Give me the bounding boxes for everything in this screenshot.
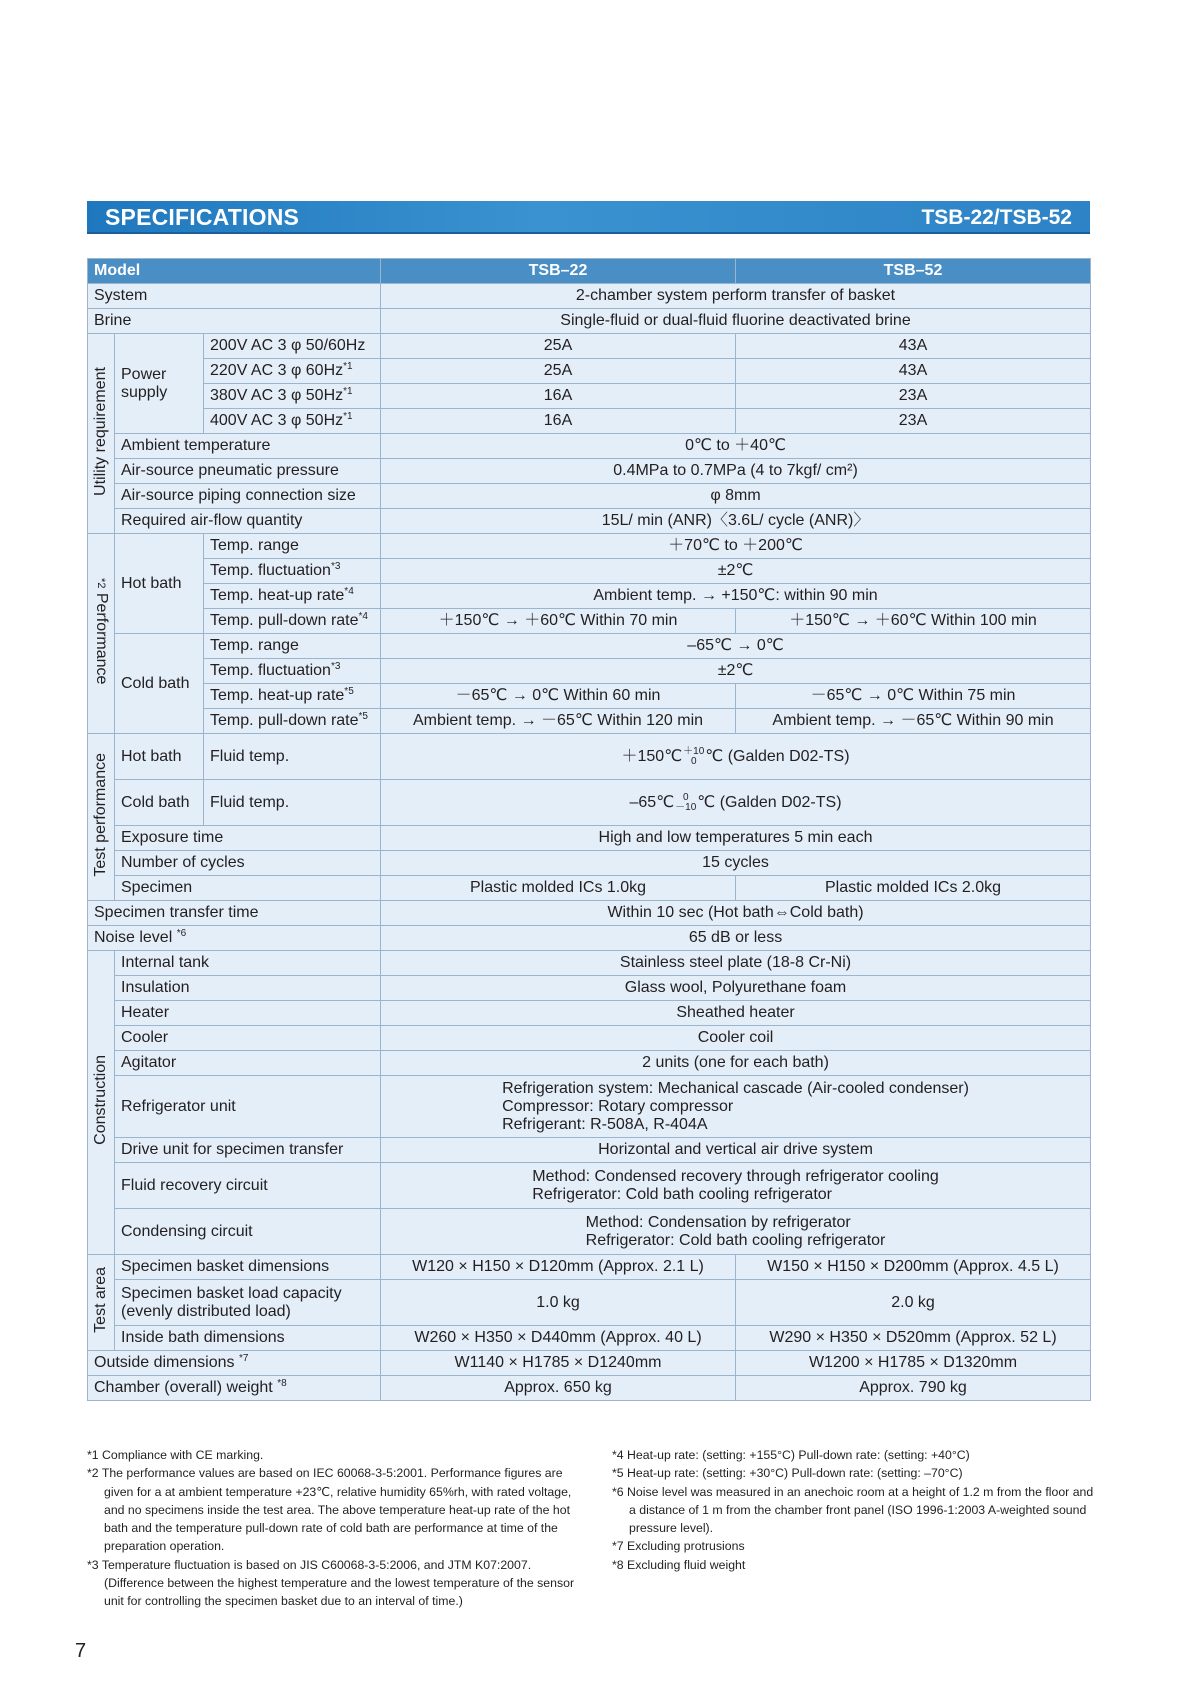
cold-bath-label: Cold bath bbox=[115, 634, 204, 734]
cell-tsb52: Approx. 790 kg bbox=[736, 1376, 1091, 1401]
table-row bbox=[88, 1376, 1091, 1401]
row-label: Refrigerator unit bbox=[115, 1076, 381, 1138]
row-value: Ambient temp. → +150℃: within 90 min bbox=[381, 584, 1091, 609]
table-row bbox=[88, 1076, 1091, 1138]
table-row bbox=[88, 1351, 1091, 1376]
power-spec: 200V AC 3 φ 50/60Hz bbox=[204, 334, 381, 359]
cell-tsb52: W150 × H150 × D200mm (Approx. 4.5 L) bbox=[736, 1255, 1091, 1280]
footnote: *6 Noise level was measured in an anechoic room at a height of 1.2 m from the floor and a distance of 1 m from the chamber front panel (ISO 1996-1:2003 A-weighted sound pressure level). bbox=[612, 1484, 1094, 1536]
row-value: Single-fluid or dual-fluid fluorine deactivated brine bbox=[381, 309, 1091, 334]
row-label: Condensing circuit bbox=[115, 1209, 381, 1255]
table-row bbox=[88, 384, 1091, 409]
row-value: 2 units (one for each bath) bbox=[381, 1051, 1091, 1076]
table-row bbox=[88, 359, 1091, 384]
table-row bbox=[88, 434, 1091, 459]
footnote: *8 Excluding fluid weight bbox=[612, 1557, 746, 1572]
table-row bbox=[88, 284, 1091, 309]
footnote: *2 The performance values are based on IEC 60068-3-5:2001. Performance figures are given for a at ambient temperature +23℃, relative humidity 65%rh, with rated voltage, and no specimens inside the test area. The above temperature heat-up rate of the hot bath and the temperature pull-down rate of cold bath are performance at time of the preparation operation. bbox=[87, 1466, 572, 1554]
table-row bbox=[88, 1026, 1091, 1051]
group-test-performance: Test performance bbox=[88, 734, 115, 901]
hot-bath-label: Hot bath bbox=[115, 734, 204, 780]
cell-tsb52: Plastic molded ICs 2.0kg bbox=[736, 876, 1091, 901]
table-row bbox=[88, 1209, 1091, 1255]
cell-tsb22: ＋150℃ → ＋60℃ Within 70 min bbox=[381, 609, 736, 634]
cell-tsb52: 2.0 kg bbox=[736, 1280, 1091, 1326]
table-row bbox=[88, 409, 1091, 434]
header-tsb22: TSB–22 bbox=[381, 259, 736, 284]
row-label: Drive unit for specimen transfer bbox=[115, 1138, 381, 1163]
row-label: Heater bbox=[115, 1001, 381, 1026]
table-row bbox=[88, 951, 1091, 976]
cell-tsb22: Ambient temp. → －65℃ Within 120 min bbox=[381, 709, 736, 734]
section-title: SPECIFICATIONS bbox=[105, 204, 300, 230]
row-label: Outside dimensions $^{*7}$ bbox=[88, 1351, 381, 1376]
cell-tsb22: Approx. 650 kg bbox=[381, 1376, 736, 1401]
table-row bbox=[88, 851, 1091, 876]
table-header-row bbox=[88, 259, 1091, 284]
row-label: Insulation bbox=[115, 976, 381, 1001]
power-spec: 400V AC 3 φ 50Hz$^{*1}$ bbox=[204, 409, 381, 434]
table-row bbox=[88, 684, 1091, 709]
row-label: Chamber (overall) weight $^{*8}$ bbox=[88, 1376, 381, 1401]
model-names: TSB-22/TSB-52 bbox=[921, 205, 1072, 229]
row-label: Exposure time bbox=[115, 826, 381, 851]
row-value: Stainless steel plate (18-8 Cr-Ni) bbox=[381, 951, 1091, 976]
power-supply-label: Power supply bbox=[115, 334, 204, 434]
row-value: Sheathed heater bbox=[381, 1001, 1091, 1026]
footnote: *3 Temperature fluctuation is based on JIS C60068-3-5:2006, and JTM K07:2007. (Difference between the highest temperature and the lowest temperature of the sensor unit for controlling the specimen basket due to an interval of time.) bbox=[87, 1557, 575, 1609]
cell-tsb22: －65℃ → 0℃ Within 60 min bbox=[381, 684, 736, 709]
row-value: ＋70℃ to ＋200℃ bbox=[381, 534, 1091, 559]
footnote: *7 Excluding protrusions bbox=[612, 1539, 745, 1554]
hot-bath-label: Hot bath bbox=[115, 534, 204, 634]
table-row bbox=[88, 780, 1091, 826]
cell-tsb22: 25A bbox=[381, 334, 736, 359]
sub-label: Temp. fluctuation$^{*3}$ bbox=[204, 659, 381, 684]
footnote: *4 Heat-up rate: (setting: +155°C) Pull-down rate: (setting: +40°C) bbox=[612, 1448, 970, 1462]
group-utility: Utility requirement bbox=[88, 334, 115, 534]
row-value: φ 8mm bbox=[381, 484, 1091, 509]
table-row bbox=[88, 876, 1091, 901]
sub-label: Fluid temp. bbox=[204, 734, 381, 780]
row-label: Air-source piping connection size bbox=[115, 484, 381, 509]
spec-table bbox=[87, 258, 1091, 1401]
row-value: High and low temperatures 5 min each bbox=[381, 826, 1091, 851]
cell-tsb22: W260 × H350 × D440mm (Approx. 40 L) bbox=[381, 1326, 736, 1351]
cell-tsb22: W120 × H150 × D120mm (Approx. 2.1 L) bbox=[381, 1255, 736, 1280]
row-label: Cooler bbox=[115, 1026, 381, 1051]
table-row bbox=[88, 484, 1091, 509]
table-row bbox=[88, 309, 1091, 334]
table-row bbox=[88, 926, 1091, 951]
cell-tsb52: Ambient temp. → －65℃ Within 90 min bbox=[736, 709, 1091, 734]
row-label: Agitator bbox=[115, 1051, 381, 1076]
footnote: *1 Compliance with CE marking. bbox=[87, 1448, 264, 1462]
table-row bbox=[88, 334, 1091, 359]
cell-tsb52: W290 × H350 × D520mm (Approx. 52 L) bbox=[736, 1326, 1091, 1351]
header-model: Model bbox=[88, 259, 381, 284]
page-number: 7 bbox=[75, 1640, 87, 1662]
table-row bbox=[88, 609, 1091, 634]
row-value: ±2℃ bbox=[381, 559, 1091, 584]
table-row bbox=[88, 659, 1091, 684]
cell-tsb52: 43A bbox=[736, 359, 1091, 384]
cell-tsb22: W1140 × H1785 × D1240mm bbox=[381, 1351, 736, 1376]
row-value: Within 10 sec (Hot bath⇔Cold bath) bbox=[381, 901, 1091, 926]
table-row bbox=[88, 976, 1091, 1001]
footnote: *5 Heat-up rate: (setting: +30°C) Pull-down rate: (setting: –70°C) bbox=[612, 1466, 963, 1481]
sub-label: Temp. pull-down rate$^{*5}$ bbox=[204, 709, 381, 734]
group-performance: Performance *2 bbox=[88, 534, 115, 734]
power-spec: 380V AC 3 φ 50Hz$^{*1}$ bbox=[204, 384, 381, 409]
cell-tsb22: 1.0 kg bbox=[381, 1280, 736, 1326]
cell-tsb22: 16A bbox=[381, 384, 736, 409]
table-row bbox=[88, 1255, 1091, 1280]
section-banner bbox=[87, 201, 1090, 234]
sub-label: Temp. heat-up rate$^{*4}$ bbox=[204, 584, 381, 609]
table-row bbox=[88, 634, 1091, 659]
row-label: Specimen transfer time bbox=[88, 901, 381, 926]
row-value: ＋150℃ ＋10 0 ℃ (Galden D02-TS) bbox=[381, 734, 1091, 780]
group-construction: Construction bbox=[88, 951, 115, 1255]
sub-label: Temp. heat-up rate$^{*5}$ bbox=[204, 684, 381, 709]
table-row bbox=[88, 1326, 1091, 1351]
row-label: Specimen basket load capacity (evenly distributed load) bbox=[115, 1280, 381, 1326]
cell-tsb52: ＋150℃ → ＋60℃ Within 100 min bbox=[736, 609, 1091, 634]
row-value: Method: Condensation by refrigerator Refrigerator: Cold bath cooling refrigerator bbox=[381, 1209, 1091, 1255]
row-label: Noise level $^{*6}$ bbox=[88, 926, 381, 951]
row-label: Number of cycles bbox=[115, 851, 381, 876]
sub-label: Temp. range bbox=[204, 634, 381, 659]
row-value: –65℃ 0 －10 ℃ (Galden D02-TS) bbox=[381, 780, 1091, 826]
row-value: Cooler coil bbox=[381, 1026, 1091, 1051]
row-value: –65℃ → 0℃ bbox=[381, 634, 1091, 659]
cell-tsb22: 16A bbox=[381, 409, 736, 434]
sub-label: Temp. fluctuation$^{*3}$ bbox=[204, 559, 381, 584]
table-row bbox=[88, 709, 1091, 734]
row-value: Glass wool, Polyurethane foam bbox=[381, 976, 1091, 1001]
row-label: System bbox=[88, 284, 381, 309]
footnotes-left bbox=[87, 1446, 577, 1611]
row-label: Inside bath dimensions bbox=[115, 1326, 381, 1351]
cell-tsb52: 23A bbox=[736, 409, 1091, 434]
table-row bbox=[88, 734, 1091, 780]
sub-label: Temp. range bbox=[204, 534, 381, 559]
row-value: 0℃ to ＋40℃ bbox=[381, 434, 1091, 459]
row-label: Specimen basket dimensions bbox=[115, 1255, 381, 1280]
table-row bbox=[88, 534, 1091, 559]
row-label: Air-source pneumatic pressure bbox=[115, 459, 381, 484]
table-row bbox=[88, 584, 1091, 609]
row-value: ±2℃ bbox=[381, 659, 1091, 684]
row-value: 0.4MPa to 0.7MPa (4 to 7kgf/ cm²) bbox=[381, 459, 1091, 484]
row-value: Horizontal and vertical air drive system bbox=[381, 1138, 1091, 1163]
cell-tsb52: W1200 × H1785 × D1320mm bbox=[736, 1351, 1091, 1376]
row-value: 15L/ min (ANR)〈3.6L/ cycle (ANR)〉 bbox=[381, 509, 1091, 534]
table-row bbox=[88, 459, 1091, 484]
row-label: Internal tank bbox=[115, 951, 381, 976]
footnotes-right bbox=[612, 1446, 1102, 1574]
row-value: 15 cycles bbox=[381, 851, 1091, 876]
row-label: Ambient temperature bbox=[115, 434, 381, 459]
table-row bbox=[88, 1001, 1091, 1026]
cell-tsb22: Plastic molded ICs 1.0kg bbox=[381, 876, 736, 901]
table-row bbox=[88, 1280, 1091, 1326]
power-spec: 220V AC 3 φ 60Hz$^{*1}$ bbox=[204, 359, 381, 384]
cell-tsb52: －65℃ → 0℃ Within 75 min bbox=[736, 684, 1091, 709]
cell-tsb22: 25A bbox=[381, 359, 736, 384]
table-row bbox=[88, 1138, 1091, 1163]
row-label: Specimen bbox=[115, 876, 381, 901]
table-row bbox=[88, 901, 1091, 926]
cold-bath-label: Cold bath bbox=[115, 780, 204, 826]
row-value: Refrigeration system: Mechanical cascade (Air-cooled condenser) Compressor: Rotary compressor Refrigerant: R-508A, R-404A bbox=[381, 1076, 1091, 1138]
table-row bbox=[88, 1051, 1091, 1076]
table-row bbox=[88, 1163, 1091, 1209]
row-label: Required air-flow quantity bbox=[115, 509, 381, 534]
header-tsb52: TSB–52 bbox=[736, 259, 1091, 284]
row-value: 2-chamber system perform transfer of basket bbox=[381, 284, 1091, 309]
cell-tsb52: 43A bbox=[736, 334, 1091, 359]
row-label: Fluid recovery circuit bbox=[115, 1163, 381, 1209]
row-value: Method: Condensed recovery through refrigerator cooling Refrigerator: Cold bath cooling refrigerator bbox=[381, 1163, 1091, 1209]
row-value: 65 dB or less bbox=[381, 926, 1091, 951]
sub-label: Fluid temp. bbox=[204, 780, 381, 826]
row-label: Brine bbox=[88, 309, 381, 334]
group-test-area: Test area bbox=[88, 1255, 115, 1351]
sub-label: Temp. pull-down rate$^{*4}$ bbox=[204, 609, 381, 634]
cell-tsb52: 23A bbox=[736, 384, 1091, 409]
table-row bbox=[88, 826, 1091, 851]
table-row bbox=[88, 559, 1091, 584]
table-row bbox=[88, 509, 1091, 534]
